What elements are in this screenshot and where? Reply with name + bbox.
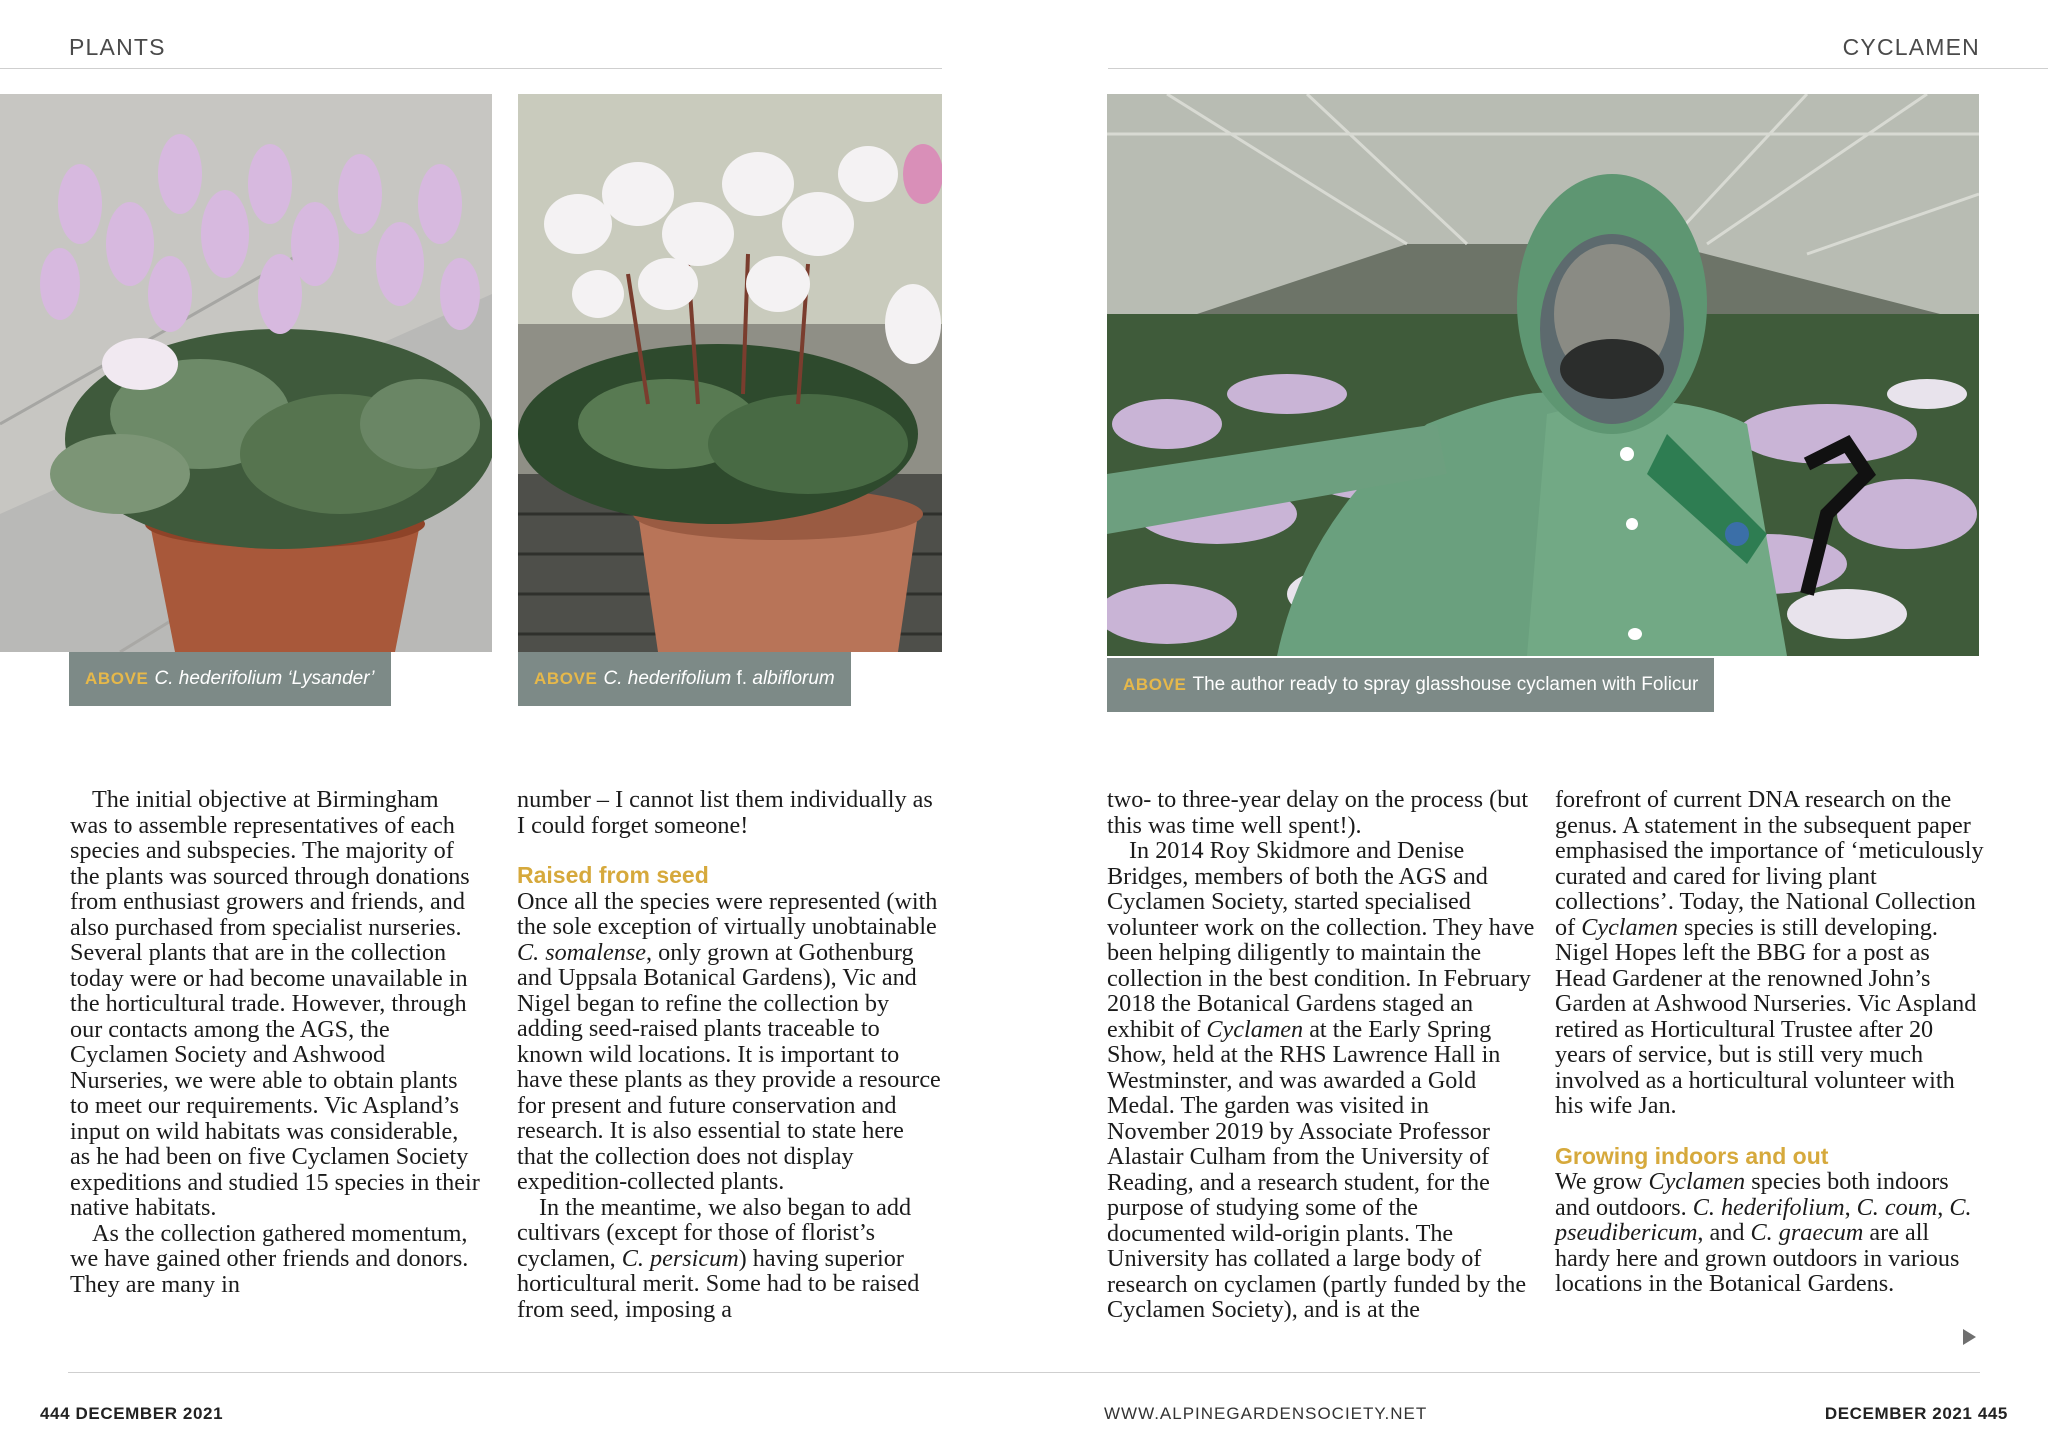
- body-paragraph: Once all the species were represented (with the sole exception of virtually unobtainable C. somalense, only grown at Gothenburg and Uppsala Botanical Gardens), Vic and Nigel began to refine the collection by adding seed-raised plants traceable to known wild locations. It is important to have these plants as they provide a resource for present and future conservation and research. It is also essential to state here that the collection does not display expedition-collected plants.: [517, 887, 941, 1195]
- caption-species: C. hederifolium: [154, 668, 283, 689]
- caption-cultivar: ‘Lysander’: [282, 668, 375, 689]
- caption-albiflorum: [518, 652, 851, 706]
- continue-arrow-icon: [1963, 1329, 1976, 1345]
- section-label: PLANTS: [69, 34, 166, 60]
- caption-text: The author ready to spray glasshouse cyclamen with Folicur: [1192, 674, 1699, 695]
- section-heading: Raised from seed: [517, 862, 709, 888]
- caption-lysander: [69, 652, 391, 706]
- body-paragraph: The initial objective at Birmingham was to assemble representatives of each species and subspecies. The majority of the plants was sourced through donations from enthusiast growers and friends, and also purchased from specialist nurseries. Several plants that are in the collection today were or had become unavailable in the horticultural trade. However, through our contacts among the AGS, the Cyclamen Society and Ashwood Nurseries, we were able to obtain plants to meet our requirements. Vic Aspland’s input on wild habitats was considerable, as he had been on five Cyclamen Society expeditions and studied 15 species in their native habitats.: [70, 786, 480, 1221]
- text-column-2: [517, 787, 945, 1322]
- photo-author-glasshouse: [1107, 94, 1979, 656]
- caption-form-name: albiflorum: [752, 668, 835, 689]
- page-number-right: 445: [1977, 1404, 2008, 1423]
- page-number-left: 444: [40, 1404, 71, 1423]
- body-paragraph: In 2014 Roy Skidmore and Denise Bridges, members of both the AGS and Cyclamen Society, started specialised volunteer work on the collection. They have been helping diligently to maintain the collection in the best condition. In February 2018 the Botanical Gardens staged an exhibit of Cyclamen at the Early Spring Show, held at the RHS Lawrence Hall in Westminster, and was awarded a Gold Medal. The garden was visited in November 2019 by Associate Professor Alastair Culham from the University of Reading, and a research student, for the purpose of studying some of the documented wild-origin plants. The University has collated a large body of research on cyclamen (partly funded by the Cyclamen Society), and is at the: [1107, 837, 1535, 1323]
- footer-right: [1825, 1404, 2008, 1424]
- body-paragraph: In the meantime, we also began to add cultivars (except for those of florist’s cyclamen, C. persicum) having superior horticultural merit. Some had to be raised from seed, imposing a: [517, 1193, 920, 1323]
- body-paragraph: As the collection gathered momentum, we have gained other friends and donors. They are many in: [70, 1219, 469, 1298]
- body-paragraph: two- to three-year delay on the process (but this was time well spent!).: [1107, 786, 1529, 839]
- body-paragraph: We grow Cyclamen species both indoors and outdoors. C. hederifolium, C. coum, C. pseudibericum, and C. graecum are all hardy here and grown outdoors in various locations in the Botanical Gardens.: [1555, 1168, 1972, 1297]
- photo-lysander: [0, 94, 492, 652]
- caption-tag: ABOVE: [1123, 675, 1187, 694]
- text-column-1: [70, 787, 480, 1297]
- footer-website: WWW.ALPINEGARDENSOCIETY.NET: [1104, 1404, 1428, 1423]
- caption-species: C. hederifolium: [603, 668, 732, 689]
- section-heading: Growing indoors and out: [1555, 1142, 1829, 1169]
- photo-albiflorum: [518, 94, 942, 652]
- caption-author: [1107, 658, 1714, 712]
- issue-date-right: DECEMBER 2021: [1824, 1404, 1973, 1423]
- body-paragraph: forefront of current DNA research on the genus. A statement in the subsequent paper emphasised the importance of ‘meticulously curated and cared for living plant collections’. Today, the National Collection of Cyclamen species is still developing. Nigel Hopes left the BBG for a post as Head Gardener at the renowned John’s Garden at Ashwood Nurseries. Vic Aspland retired as Horticultural Trustee after 20 years of service, but is still very much involved as a horticultural volunteer with his wife Jan.: [1555, 786, 1984, 1119]
- text-column-3: [1107, 787, 1535, 1323]
- caption-tag: ABOVE: [534, 669, 598, 688]
- issue-date-left: DECEMBER 2021: [75, 1404, 224, 1423]
- text-column-4: [1555, 787, 1985, 1297]
- footer-left: [40, 1404, 223, 1424]
- article-label: CYCLAMEN: [1842, 34, 1980, 60]
- caption-tag: ABOVE: [85, 669, 149, 688]
- header-rule-right: [1108, 68, 2048, 69]
- footer-rule: [68, 1372, 1980, 1373]
- header-rule-left: [0, 68, 942, 69]
- body-paragraph: number – I cannot list them individually as I could forget someone!: [517, 786, 933, 839]
- caption-form: f.: [731, 668, 753, 689]
